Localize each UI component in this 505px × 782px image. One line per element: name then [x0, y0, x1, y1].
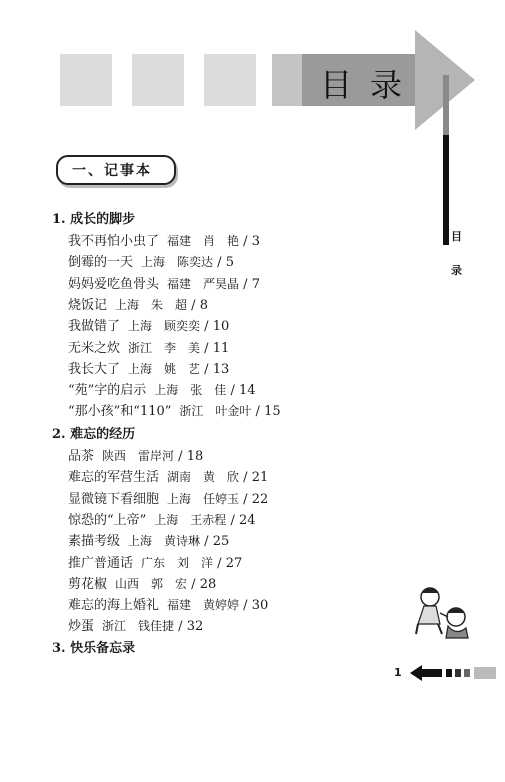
entry-author: 上海 顾奕奕: [128, 319, 201, 334]
entry-page: 25: [212, 534, 230, 550]
entry-author: 福建 严昊晶: [167, 276, 240, 291]
separator: /: [239, 234, 252, 249]
entry-title: 我不再怕小虫了: [68, 234, 160, 249]
toc-entry[interactable]: [68, 251, 234, 270]
entry-title: 炒蛋: [68, 619, 95, 635]
page-title: 目录: [320, 66, 421, 104]
toc-entry[interactable]: [68, 509, 256, 528]
entry-title: 难忘的海上婚礼: [68, 598, 160, 614]
entry-page: 21: [251, 470, 269, 486]
toc-entry[interactable]: [68, 379, 256, 398]
toc-entry[interactable]: [68, 230, 260, 249]
toc-entry[interactable]: [68, 488, 268, 507]
page-arrow-icon: [408, 664, 498, 682]
toc-entry[interactable]: [68, 358, 229, 377]
toc-entry[interactable]: [68, 315, 229, 334]
banner-block: [132, 54, 184, 106]
separator: /: [187, 297, 200, 313]
separator: /: [226, 512, 239, 528]
entry-page: 8: [199, 297, 208, 313]
category-heading: 1. 成长的脚步: [52, 212, 136, 227]
banner-block: [204, 54, 256, 106]
page-number: 1: [394, 666, 402, 679]
separator: /: [200, 361, 213, 377]
entry-title: 剪花椒: [68, 576, 108, 592]
entry-author: 浙江 叶金叶: [179, 404, 252, 419]
toc-entry[interactable]: [68, 273, 260, 292]
entry-title: “那小孩”和“110”: [68, 404, 172, 420]
entry-page: 15: [264, 404, 281, 420]
category-heading: 3. 快乐备忘录: [52, 641, 136, 656]
separator: /: [239, 598, 252, 614]
toc-entry[interactable]: [68, 573, 216, 592]
entry-page: 28: [199, 576, 217, 592]
entry-title: 素描考级: [68, 534, 121, 550]
entry-title: “苑”字的启示: [68, 383, 147, 399]
side-tab-char: 录: [451, 264, 462, 277]
side-tab-char: 目: [451, 230, 462, 243]
entry-title: 妈妈爱吃鱼骨头: [68, 276, 160, 292]
entry-author: 上海 王赤程: [154, 512, 227, 527]
entry-author: 福建 黄婷婷: [167, 598, 240, 613]
separator: /: [239, 491, 252, 507]
entry-page: 10: [212, 319, 230, 335]
entry-page: 30: [251, 598, 269, 614]
toc-entry[interactable]: [68, 552, 242, 571]
entry-title: 显微镜下看细胞: [68, 491, 160, 507]
separator: /: [226, 383, 239, 399]
toc-entry[interactable]: [68, 400, 281, 419]
entry-title: 惊恐的“上帝”: [68, 512, 147, 528]
entry-title: 推广普通话: [68, 555, 134, 571]
banner-block: [60, 54, 112, 106]
separator: /: [200, 340, 213, 356]
kids-cartoon-icon: [412, 583, 472, 643]
entry-page: 11: [212, 340, 230, 356]
entry-author: 陕西 雷岸河: [102, 449, 175, 463]
entry-page: 3: [251, 234, 260, 249]
entry-author: 上海 张 佳: [154, 383, 227, 398]
entry-page: 27: [225, 555, 243, 571]
entry-author: 山西 郭 宏: [115, 576, 188, 591]
entry-title: 我长大了: [68, 361, 121, 377]
toc-entry[interactable]: [68, 615, 203, 634]
separator: /: [174, 449, 187, 464]
toc-entry[interactable]: [68, 594, 268, 613]
entry-title: 倒霉的一天: [68, 255, 134, 271]
entry-author: 浙江 钱佳捷: [102, 619, 175, 634]
entry-author: 湖南 黄 欣: [167, 470, 240, 485]
section-title: 一、记事本: [72, 163, 152, 179]
toc-entry[interactable]: [68, 445, 203, 464]
entry-title: 烧饭记: [68, 297, 108, 313]
separator: /: [200, 534, 213, 550]
entry-page: 18: [186, 449, 204, 464]
separator: /: [213, 555, 226, 571]
toc-entry[interactable]: [68, 337, 229, 356]
separator: /: [200, 319, 213, 335]
entry-author: 上海 黄诗琳: [128, 534, 201, 549]
banner-block: [272, 54, 302, 106]
entry-title: 难忘的军营生活: [68, 470, 160, 486]
toc-entry[interactable]: [68, 466, 268, 485]
entry-author: 福建 肖 艳: [167, 234, 240, 248]
entry-author: 上海 姚 艺: [128, 361, 201, 376]
entry-page: 7: [251, 276, 260, 292]
separator: /: [187, 576, 200, 592]
entry-title: 无米之炊: [68, 340, 121, 356]
toc-entry[interactable]: [68, 294, 208, 313]
entry-title: 品茶: [68, 449, 95, 464]
toc-entry[interactable]: [68, 530, 229, 549]
entry-author: 浙江 李 美: [128, 340, 201, 355]
entry-author: 上海 任婷玉: [167, 491, 240, 506]
separator: /: [213, 255, 226, 271]
separator: /: [251, 404, 265, 420]
entry-author: 上海 朱 超: [115, 297, 188, 312]
entry-page: 24: [238, 512, 256, 528]
entry-title: 我做错了: [68, 319, 121, 335]
category-heading: 2. 难忘的经历: [52, 427, 136, 442]
entry-page: 22: [251, 491, 269, 507]
entry-page: 14: [238, 383, 256, 399]
side-tab-bar-top: [443, 75, 449, 135]
side-tab-bar: [443, 135, 449, 245]
entry-author: 广东 刘 洋: [141, 555, 214, 570]
section-badge: [56, 155, 176, 185]
entry-page: 32: [186, 619, 204, 635]
entry-page: 5: [225, 255, 234, 271]
entry-page: 13: [212, 361, 230, 377]
separator: /: [239, 276, 252, 292]
separator: /: [239, 470, 252, 486]
separator: /: [174, 619, 187, 635]
entry-author: 上海 陈奕达: [141, 255, 214, 270]
